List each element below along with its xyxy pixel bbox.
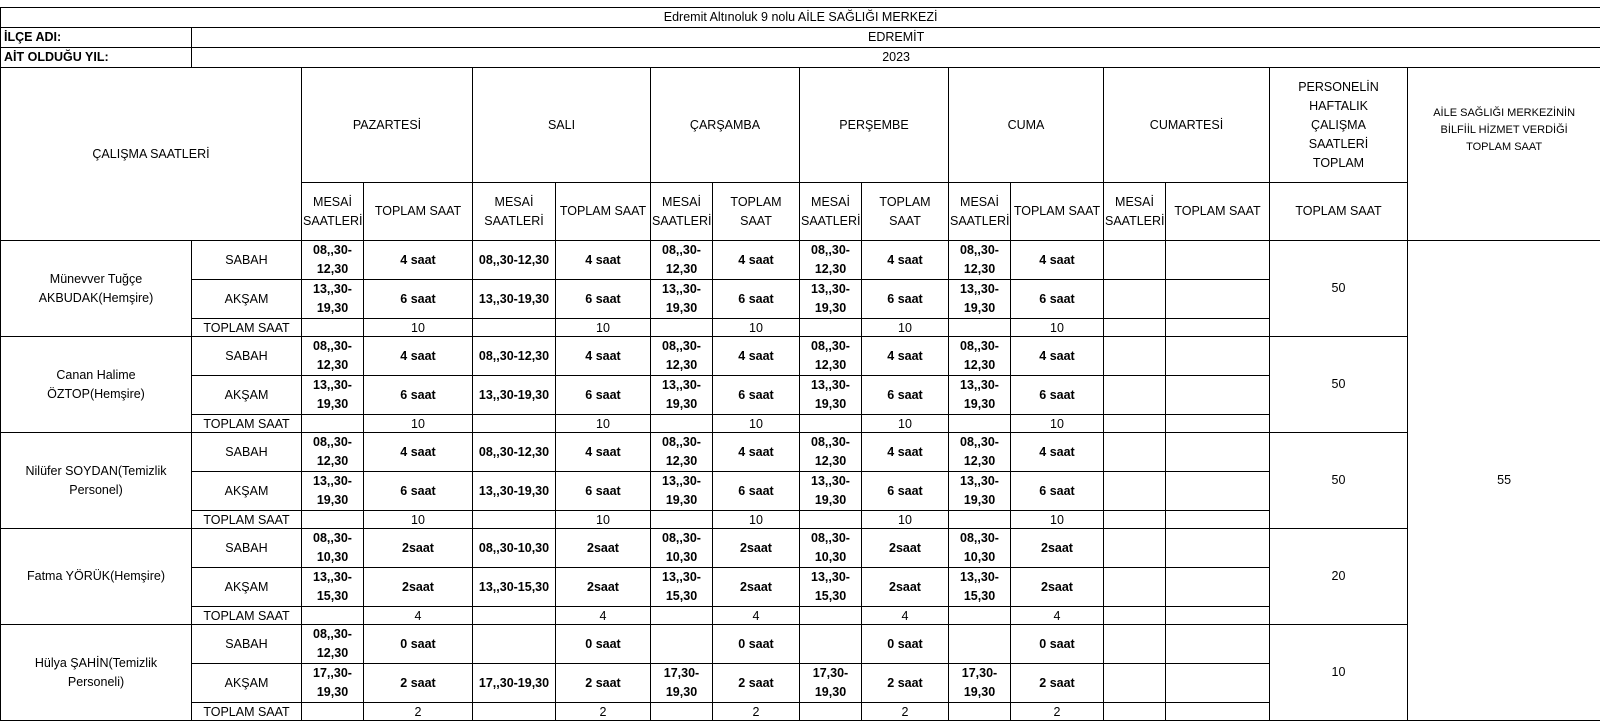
shift-hours-cell bbox=[473, 703, 556, 721]
center-total-value: 55 bbox=[1408, 241, 1600, 721]
shift-hours-cell: 13,,30-19,30 bbox=[302, 472, 364, 511]
shift-total-cell: 2 saat bbox=[713, 664, 800, 703]
shift-total-cell bbox=[1166, 529, 1270, 568]
shift-hours-cell: 13,,30-19,30 bbox=[800, 472, 862, 511]
shift-hours-cell: 08,,30-12,30 bbox=[302, 337, 364, 376]
shift-hours-cell: 08,,30-12,30 bbox=[651, 337, 713, 376]
shift-total-cell: 4 saat bbox=[1011, 433, 1104, 472]
shift-total-cell: 10 bbox=[713, 319, 800, 337]
shift-hours-cell bbox=[1104, 415, 1166, 433]
shift-hours-cell bbox=[949, 511, 1011, 529]
center-total-header: AİLE SAĞLIĞI MERKEZİNİN BİLFİİL HİZMET VERDİĞİ TOPLAM SAAT bbox=[1408, 68, 1600, 241]
shift-total-cell: 2 bbox=[1011, 703, 1104, 721]
shift-total-cell: 4 saat bbox=[862, 241, 949, 280]
staff-name: Canan Halime ÖZTOP(Hemşire) bbox=[1, 337, 192, 433]
shift-total-cell: 2saat bbox=[713, 529, 800, 568]
shift-total-cell bbox=[1166, 664, 1270, 703]
shift-total-cell bbox=[1166, 433, 1270, 472]
shift-total-cell: 4 saat bbox=[713, 433, 800, 472]
mesai-header: MESAİ SAATLERİ bbox=[800, 183, 862, 241]
shift-total-cell bbox=[1166, 376, 1270, 415]
shift-total-cell: 2 bbox=[862, 703, 949, 721]
shift-hours-cell: 17,30-19,30 bbox=[651, 664, 713, 703]
shift-total-cell: 6 saat bbox=[862, 376, 949, 415]
mesai-header: MESAİ SAATLERİ bbox=[302, 183, 364, 241]
shift-total-cell: 4 saat bbox=[556, 241, 651, 280]
shift-total-cell: 10 bbox=[862, 511, 949, 529]
shift-total-cell: 6 saat bbox=[556, 376, 651, 415]
shift-total-cell: 4 saat bbox=[862, 433, 949, 472]
shift-total-cell: 4 saat bbox=[713, 241, 800, 280]
shift-label: TOPLAM SAAT bbox=[192, 607, 302, 625]
shift-hours-cell bbox=[800, 607, 862, 625]
shift-hours-cell bbox=[949, 607, 1011, 625]
shift-hours-cell bbox=[1104, 625, 1166, 664]
shift-total-cell: 2saat bbox=[862, 568, 949, 607]
mesai-header: MESAİ SAATLERİ bbox=[1104, 183, 1166, 241]
shift-total-cell: 6 saat bbox=[713, 280, 800, 319]
shift-label: SABAH bbox=[192, 241, 302, 280]
shift-hours-cell: 13,,30-19,30 bbox=[651, 376, 713, 415]
shift-hours-cell: 13,,30-19,30 bbox=[949, 280, 1011, 319]
shift-hours-cell: 08,,30-10,30 bbox=[302, 529, 364, 568]
shift-total-cell: 4 saat bbox=[1011, 241, 1104, 280]
shift-hours-cell bbox=[1104, 511, 1166, 529]
shift-total-cell: 6 saat bbox=[556, 472, 651, 511]
shift-hours-cell bbox=[302, 607, 364, 625]
shift-hours-cell: 13,,30-19,30 bbox=[949, 376, 1011, 415]
year-label: AİT OLDUĞU YIL: bbox=[1, 48, 192, 68]
toplam-header: TOPLAM SAAT bbox=[1166, 183, 1270, 241]
shift-total-cell: 0 saat bbox=[1011, 625, 1104, 664]
shift-total-cell: 10 bbox=[1011, 511, 1104, 529]
shift-total-cell: 6 saat bbox=[364, 280, 473, 319]
shift-hours-cell: 08,,30-12,30 bbox=[651, 241, 713, 280]
shift-hours-cell bbox=[651, 607, 713, 625]
shift-label: TOPLAM SAAT bbox=[192, 703, 302, 721]
district-label: İLÇE ADI: bbox=[1, 28, 192, 48]
shift-total-cell: 2 bbox=[556, 703, 651, 721]
shift-total-cell: 2saat bbox=[556, 529, 651, 568]
shift-label: TOPLAM SAAT bbox=[192, 415, 302, 433]
shift-hours-cell: 08,,30-12,30 bbox=[473, 241, 556, 280]
shift-total-cell: 10 bbox=[862, 319, 949, 337]
shift-hours-cell: 13,,30-19,30 bbox=[949, 472, 1011, 511]
shift-total-cell: 6 saat bbox=[862, 472, 949, 511]
shift-total-cell: 2saat bbox=[713, 568, 800, 607]
shift-hours-cell bbox=[651, 319, 713, 337]
shift-total-cell bbox=[1166, 625, 1270, 664]
shift-total-cell: 2 saat bbox=[862, 664, 949, 703]
shift-hours-cell: 08,,30-10,30 bbox=[651, 529, 713, 568]
shift-hours-cell bbox=[800, 625, 862, 664]
shift-hours-cell bbox=[1104, 568, 1166, 607]
day-header-thursday: PERŞEMBE bbox=[800, 68, 949, 183]
shift-hours-cell: 08,,30-12,30 bbox=[949, 337, 1011, 376]
shift-total-cell: 10 bbox=[556, 511, 651, 529]
weekly-toplam-header: TOPLAM SAAT bbox=[1270, 183, 1408, 241]
shift-total-cell: 4 saat bbox=[364, 433, 473, 472]
shift-total-cell: 4 saat bbox=[713, 337, 800, 376]
shift-total-cell: 2saat bbox=[556, 568, 651, 607]
year-value: 2023 bbox=[192, 48, 1600, 68]
shift-total-cell: 0 saat bbox=[713, 625, 800, 664]
shift-total-cell: 10 bbox=[556, 415, 651, 433]
shift-label: SABAH bbox=[192, 529, 302, 568]
day-header-tuesday: SALI bbox=[473, 68, 651, 183]
toplam-header: TOPLAM SAAT bbox=[364, 183, 473, 241]
shift-total-cell bbox=[1166, 319, 1270, 337]
shift-total-cell: 0 saat bbox=[556, 625, 651, 664]
page-title: Edremit Altınoluk 9 nolu AİLE SAĞLIĞI MERKEZİ bbox=[1, 8, 1600, 28]
shift-hours-cell bbox=[1104, 337, 1166, 376]
mesai-header: MESAİ SAATLERİ bbox=[473, 183, 556, 241]
shift-total-cell: 2saat bbox=[364, 529, 473, 568]
shift-hours-cell bbox=[473, 319, 556, 337]
shift-total-cell: 2saat bbox=[364, 568, 473, 607]
shift-hours-cell: 08,,30-12,30 bbox=[949, 241, 1011, 280]
day-header-saturday: CUMARTESİ bbox=[1104, 68, 1270, 183]
shift-hours-cell bbox=[1104, 664, 1166, 703]
shift-hours-cell bbox=[473, 511, 556, 529]
shift-total-cell: 6 saat bbox=[1011, 376, 1104, 415]
shift-hours-cell bbox=[800, 319, 862, 337]
shift-total-cell: 4 saat bbox=[364, 337, 473, 376]
shift-label: SABAH bbox=[192, 337, 302, 376]
shift-hours-cell bbox=[651, 511, 713, 529]
shift-hours-cell: 08,,30-10,30 bbox=[949, 529, 1011, 568]
shift-total-cell: 10 bbox=[1011, 415, 1104, 433]
shift-hours-cell: 08,,30-10,30 bbox=[473, 529, 556, 568]
shift-total-cell: 2saat bbox=[1011, 568, 1104, 607]
shift-hours-cell: 13,,30-19,30 bbox=[302, 280, 364, 319]
shift-hours-cell: 17,,30-19,30 bbox=[302, 664, 364, 703]
weekly-total-value: 10 bbox=[1270, 625, 1408, 721]
working-hours-header: ÇALIŞMA SAATLERİ bbox=[1, 68, 302, 241]
shift-hours-cell bbox=[651, 415, 713, 433]
shift-total-cell bbox=[1166, 280, 1270, 319]
shift-hours-cell bbox=[1104, 319, 1166, 337]
shift-hours-cell: 13,,30-19,30 bbox=[473, 376, 556, 415]
shift-total-cell: 6 saat bbox=[1011, 280, 1104, 319]
toplam-header: TOPLAM SAAT bbox=[713, 183, 800, 241]
shift-total-cell bbox=[1166, 337, 1270, 376]
table-row bbox=[1, 529, 1600, 568]
day-header-monday: PAZARTESİ bbox=[302, 68, 473, 183]
shift-label: SABAH bbox=[192, 433, 302, 472]
shift-total-cell: 2 bbox=[713, 703, 800, 721]
shift-total-cell: 10 bbox=[364, 319, 473, 337]
shift-hours-cell bbox=[1104, 241, 1166, 280]
shift-total-cell bbox=[1166, 415, 1270, 433]
shift-hours-cell: 08,,30-12,30 bbox=[651, 433, 713, 472]
shift-hours-cell bbox=[1104, 280, 1166, 319]
shift-total-cell: 6 saat bbox=[713, 472, 800, 511]
shift-hours-cell: 13,,30-19,30 bbox=[651, 280, 713, 319]
shift-hours-cell: 08,,30-12,30 bbox=[800, 337, 862, 376]
shift-total-cell: 4 bbox=[713, 607, 800, 625]
shift-hours-cell bbox=[1104, 376, 1166, 415]
shift-hours-cell bbox=[800, 415, 862, 433]
shift-total-cell: 10 bbox=[556, 319, 651, 337]
shift-total-cell: 6 saat bbox=[713, 376, 800, 415]
shift-total-cell: 4 saat bbox=[862, 337, 949, 376]
shift-total-cell: 6 saat bbox=[1011, 472, 1104, 511]
shift-label: AKŞAM bbox=[192, 280, 302, 319]
toplam-header: TOPLAM SAAT bbox=[1011, 183, 1104, 241]
shift-total-cell: 6 saat bbox=[556, 280, 651, 319]
shift-label: AKŞAM bbox=[192, 472, 302, 511]
shift-hours-cell bbox=[302, 511, 364, 529]
schedule-table bbox=[0, 7, 1600, 721]
shift-hours-cell: 08,,30-12,30 bbox=[800, 433, 862, 472]
table-row bbox=[1, 433, 1600, 472]
shift-total-cell: 6 saat bbox=[364, 376, 473, 415]
shift-total-cell bbox=[1166, 241, 1270, 280]
shift-label: AKŞAM bbox=[192, 568, 302, 607]
shift-hours-cell bbox=[651, 703, 713, 721]
staff-name: Nilüfer SOYDAN(Temizlik Personel) bbox=[1, 433, 192, 529]
shift-hours-cell: 13,,30-19,30 bbox=[473, 472, 556, 511]
shift-total-cell: 4 saat bbox=[364, 241, 473, 280]
shift-hours-cell: 13,,30-19,30 bbox=[302, 376, 364, 415]
shift-total-cell: 2 bbox=[364, 703, 473, 721]
shift-hours-cell: 17,30-19,30 bbox=[800, 664, 862, 703]
shift-hours-cell bbox=[302, 319, 364, 337]
shift-label: AKŞAM bbox=[192, 376, 302, 415]
shift-total-cell bbox=[1166, 568, 1270, 607]
table-row bbox=[1, 625, 1600, 664]
shift-total-cell: 10 bbox=[713, 415, 800, 433]
shift-hours-cell bbox=[473, 625, 556, 664]
shift-hours-cell bbox=[1104, 607, 1166, 625]
shift-hours-cell bbox=[800, 703, 862, 721]
shift-total-cell: 2 saat bbox=[1011, 664, 1104, 703]
table-row bbox=[1, 241, 1600, 280]
shift-total-cell: 6 saat bbox=[862, 280, 949, 319]
shift-hours-cell: 13,,30-19,30 bbox=[800, 280, 862, 319]
shift-hours-cell: 08,,30-12,30 bbox=[302, 433, 364, 472]
day-header-friday: CUMA bbox=[949, 68, 1104, 183]
shift-hours-cell bbox=[651, 625, 713, 664]
shift-total-cell bbox=[1166, 703, 1270, 721]
shift-hours-cell: 08,,30-10,30 bbox=[800, 529, 862, 568]
shift-total-cell: 6 saat bbox=[364, 472, 473, 511]
staff-name: Hülya ŞAHİN(Temizlik Personeli) bbox=[1, 625, 192, 721]
shift-hours-cell bbox=[302, 703, 364, 721]
shift-total-cell: 0 saat bbox=[364, 625, 473, 664]
shift-hours-cell bbox=[302, 415, 364, 433]
weekly-total-value: 50 bbox=[1270, 337, 1408, 433]
shift-total-cell: 2 saat bbox=[364, 664, 473, 703]
shift-total-cell bbox=[1166, 472, 1270, 511]
shift-total-cell: 10 bbox=[364, 415, 473, 433]
table-row bbox=[1, 337, 1600, 376]
shift-total-cell: 10 bbox=[862, 415, 949, 433]
staff-name: Münevver Tuğçe AKBUDAK(Hemşire) bbox=[1, 241, 192, 337]
day-header-wednesday: ÇARŞAMBA bbox=[651, 68, 800, 183]
shift-hours-cell: 08,,30-12,30 bbox=[949, 433, 1011, 472]
weekly-total-value: 20 bbox=[1270, 529, 1408, 625]
toplam-header: TOPLAM SAAT bbox=[862, 183, 949, 241]
shift-label: TOPLAM SAAT bbox=[192, 319, 302, 337]
weekly-total-value: 50 bbox=[1270, 433, 1408, 529]
district-value: EDREMİT bbox=[192, 28, 1600, 48]
weekly-total-header: PERSONELİN HAFTALIK ÇALIŞMA SAATLERİ TOPLAM bbox=[1270, 68, 1408, 183]
shift-hours-cell bbox=[949, 703, 1011, 721]
shift-total-cell: 4 saat bbox=[556, 337, 651, 376]
shift-total-cell bbox=[1166, 511, 1270, 529]
toplam-header: TOPLAM SAAT bbox=[556, 183, 651, 241]
shift-total-cell: 10 bbox=[713, 511, 800, 529]
shift-hours-cell: 08,,30-12,30 bbox=[302, 625, 364, 664]
shift-total-cell: 4 bbox=[364, 607, 473, 625]
shift-hours-cell: 13,,30-15,30 bbox=[651, 568, 713, 607]
shift-hours-cell bbox=[1104, 472, 1166, 511]
shift-hours-cell bbox=[473, 607, 556, 625]
shift-hours-cell: 13,,30-15,30 bbox=[800, 568, 862, 607]
shift-hours-cell: 08,,30-12,30 bbox=[302, 241, 364, 280]
shift-hours-cell bbox=[949, 415, 1011, 433]
shift-total-cell: 4 bbox=[862, 607, 949, 625]
shift-total-cell: 2saat bbox=[1011, 529, 1104, 568]
shift-total-cell: 4 saat bbox=[1011, 337, 1104, 376]
shift-total-cell: 0 saat bbox=[862, 625, 949, 664]
shift-total-cell: 2saat bbox=[862, 529, 949, 568]
mesai-header: MESAİ SAATLERİ bbox=[949, 183, 1011, 241]
shift-hours-cell: 17,30-19,30 bbox=[949, 664, 1011, 703]
shift-hours-cell: 08,,30-12,30 bbox=[473, 337, 556, 376]
shift-total-cell: 2 saat bbox=[556, 664, 651, 703]
weekly-total-value: 50 bbox=[1270, 241, 1408, 337]
shift-hours-cell bbox=[1104, 529, 1166, 568]
shift-label: AKŞAM bbox=[192, 664, 302, 703]
shift-hours-cell: 13,,30-15,30 bbox=[473, 568, 556, 607]
shift-total-cell: 4 bbox=[556, 607, 651, 625]
shift-hours-cell: 13,,30-19,30 bbox=[651, 472, 713, 511]
shift-hours-cell bbox=[949, 625, 1011, 664]
shift-total-cell: 4 saat bbox=[556, 433, 651, 472]
shift-total-cell: 4 bbox=[1011, 607, 1104, 625]
shift-total-cell: 10 bbox=[1011, 319, 1104, 337]
shift-label: TOPLAM SAAT bbox=[192, 511, 302, 529]
shift-hours-cell: 13,,30-19,30 bbox=[800, 376, 862, 415]
shift-hours-cell bbox=[1104, 703, 1166, 721]
shift-hours-cell: 08,,30-12,30 bbox=[473, 433, 556, 472]
mesai-header: MESAİ SAATLERİ bbox=[651, 183, 713, 241]
shift-hours-cell bbox=[473, 415, 556, 433]
shift-total-cell: 10 bbox=[364, 511, 473, 529]
shift-hours-cell bbox=[800, 511, 862, 529]
shift-hours-cell: 13,,30-15,30 bbox=[302, 568, 364, 607]
staff-name: Fatma YÖRÜK(Hemşire) bbox=[1, 529, 192, 625]
shift-hours-cell bbox=[1104, 433, 1166, 472]
shift-hours-cell: 17,,30-19,30 bbox=[473, 664, 556, 703]
shift-label: SABAH bbox=[192, 625, 302, 664]
shift-hours-cell: 13,,30-15,30 bbox=[949, 568, 1011, 607]
shift-hours-cell: 13,,30-19,30 bbox=[473, 280, 556, 319]
shift-total-cell bbox=[1166, 607, 1270, 625]
shift-hours-cell: 08,,30-12,30 bbox=[800, 241, 862, 280]
shift-hours-cell bbox=[949, 319, 1011, 337]
